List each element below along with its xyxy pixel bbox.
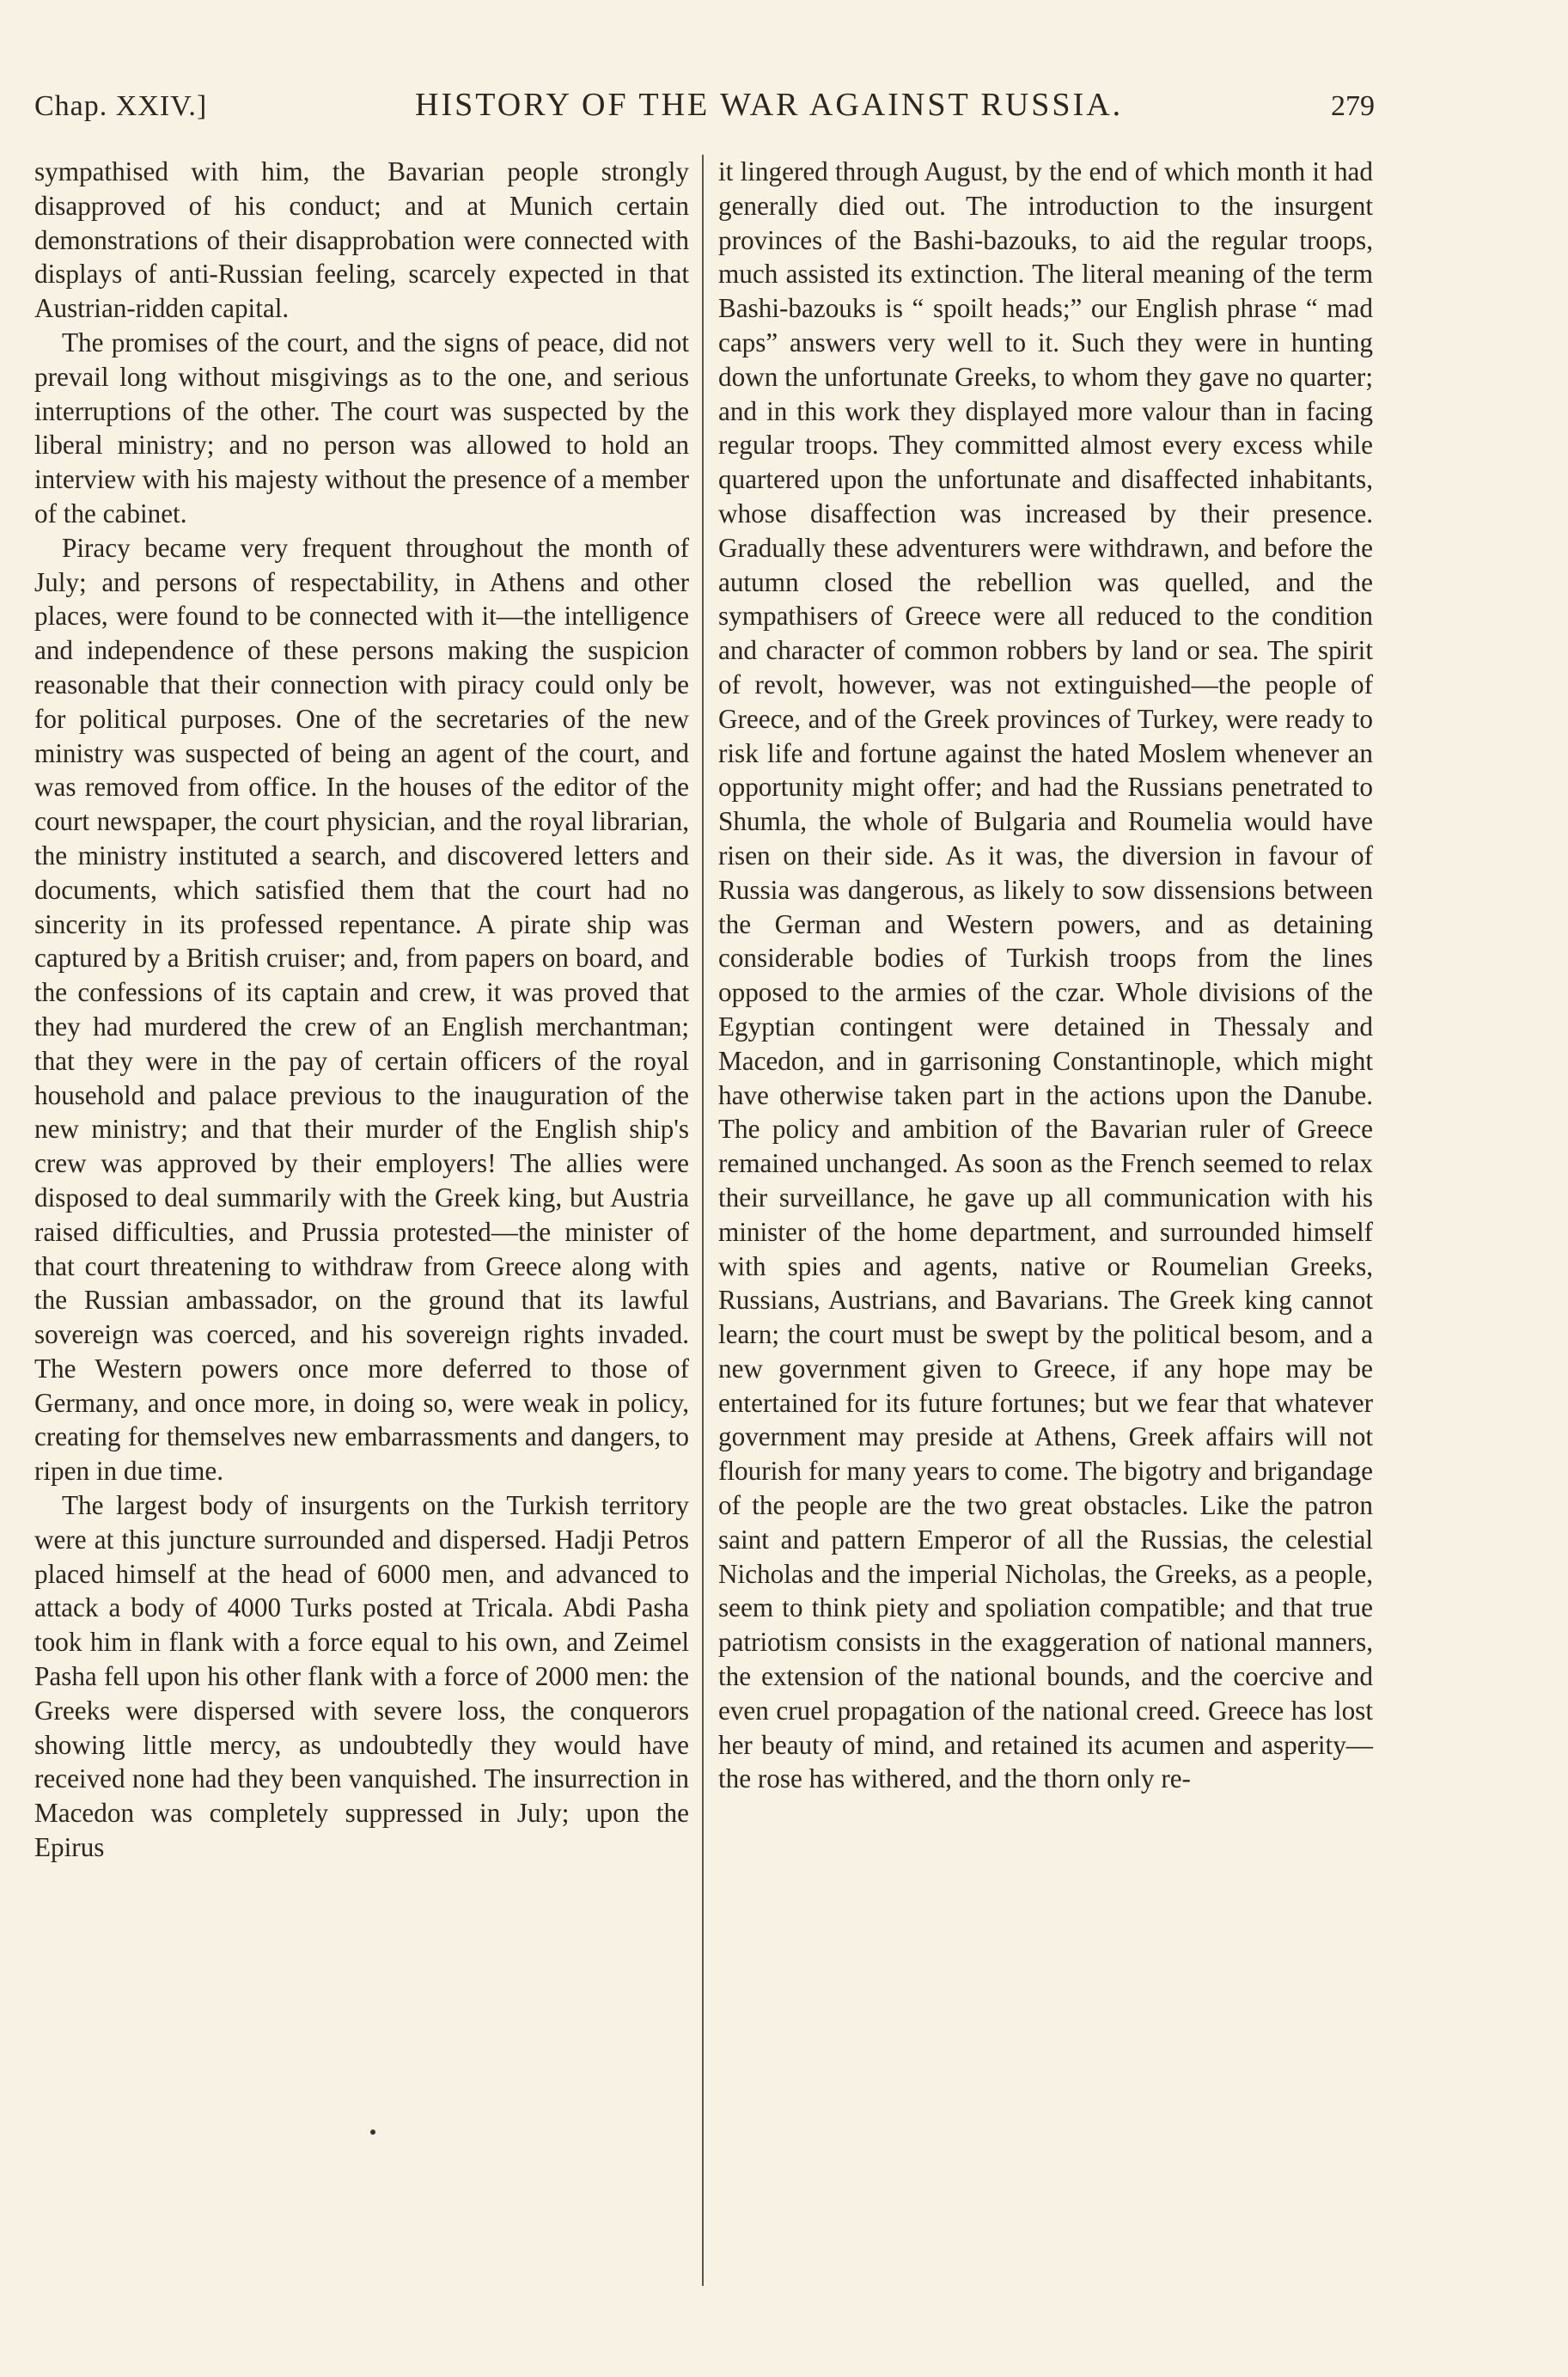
paragraph: The largest body of insurgents on the Turkish territory were at this juncture surrounded and dispersed. Hadji Petros placed himself at the head of 6000 men, and advanced to attack a body of 4000 Turks posted at Tricala. Abdi Pasha took him in flank with a force equal to his own, and Zeimel Pasha fell upon his other flank with a force of 2000 men: the Greeks were dispersed with severe loss, the conquerors showing little mercy, as undoubtedly they would have received none had they been vanquished. The insurrection in Macedon was completely suppressed in July; upon the Epirus — [34, 1490, 689, 1863]
left-column — [34, 155, 689, 2346]
column-divider — [702, 155, 704, 2286]
footer-mark — [370, 2130, 375, 2135]
running-header — [34, 86, 1375, 134]
paragraph: The promises of the court, and the signs of peace, did not prevail long without misgivings as to the one, and serious interruptions of the other. The court was suspected by the liberal ministry; and no person was allowed to hold an interview with his majesty without the presence of a member of the cabinet. — [34, 327, 689, 529]
page-title: HISTORY OF THE WAR AGAINST RUSSIA. — [415, 87, 1124, 123]
paragraph: sympathised with him, the Bavarian people strongly disapproved of his conduct; and at Munich certain demonstrations of their disapprobation were connected with displays of anti-Russian feeling, scarcely expected in that Austrian-ridden capital. — [34, 156, 689, 324]
page-number: 279 — [1331, 90, 1375, 122]
chapter-label: Chap. XXIV.] — [34, 90, 208, 122]
paragraph: Piracy became very frequent throughout the month of July; and persons of respectability, in Athens and other places, were found to be connected with it—the intelligence and independence of these persons making the suspicion reasonable that their connection with piracy could only be for political purposes. One of the secretaries of the new ministry was suspected of being an agent of the court, and was removed from office. In the houses of the editor of the court newspaper, the court physician, and the royal librarian, the ministry instituted a search, and discovered letters and documents, which satisfied them that the court had no sincerity in its professed repentance. A pirate ship was captured by a British cruiser; and, from papers on board, and the confessions of its captain and crew, it was proved that they had murdered the crew of an English merchantman; that they were in the pay of certain officers of the royal household and palace previous to the inauguration of the new ministry; and that their murder of the English ship's crew was approved by their employers! The allies were disposed to deal summarily with the Greek king, but Austria raised difficulties, and Prussia protested—the minister of that court threatening to withdraw from Greece along with the Russian ambassador, on the ground that its lawful sovereign was coerced, and his sovereign rights invaded. The Western powers once more deferred to those of Germany, and once more, in doing so, were weak in policy, creating for themselves new embarrassments and dangers, to ripen in due time. — [34, 532, 689, 1487]
paragraph: it lingered through August, by the end of which month it had generally died out. The introduction to the insurgent provinces of the Bashi-bazouks, to aid the regular troops, much assisted its extinction. The literal meaning of the term Bashi-bazouks is “ spoilt heads;” our English phrase “ mad caps” answers very well to it. Such they were in hunting down the unfortunate Greeks, to whom they gave no quarter; and in this work they displayed more valour than in facing regular troops. They committed almost every excess while quartered upon the unfortunate and disaffected inhabitants, whose disaffection was increased by their presence. Gradually these adventurers were withdrawn, and before the autumn closed the rebellion was quelled, and the sympathisers of Greece were all reduced to the condition and character of common robbers by land or sea. The spirit of revolt, however, was not extinguished—the people of Greece, and of the Greek provinces of Turkey, were ready to risk life and fortune against the hated Moslem whenever an opportunity might offer; and had the Russians penetrated to Shumla, the whole of Bulgaria and Roumelia would have risen on their side. As it was, the diversion in favour of Russia was dangerous, as likely to sow dissensions between the German and Western powers, and as detaining considerable bodies of Turkish troops from the lines opposed to the armies of the czar. Whole divisions of the Egyptian contingent were detained in Thessaly and Macedon, and in garrisoning Constantinople, which might have otherwise taken part in the actions upon the Danube. The policy and ambition of the Bavarian ruler of Greece remained unchanged. As soon as the French seemed to relax their surveillance, he gave up all communication with his minister of the home department, and surrounded himself with spies and agents, native or Roumelian Greeks, Russians, Austrians, and Bavarians. The Greek king cannot learn; the court must be swept by the political besom, and a new government given to Greece, if any hope may be entertained for its future fortunes; but we fear that whatever government may preside at Athens, Greek affairs will not flourish for many years to come. The bigotry and brigandage of the people are the two great obstacles. Like the patron saint and pattern Emperor of all the Russias, the celestial Nicholas and the imperial Nicholas, the Greeks, as a people, seem to think piety and spoliation compatible; and that true patriotism consists in the exaggeration of national manners, the extension of the national bounds, and the coercive and even cruel propagation of the national creed. Greece has lost her beauty of mind, and retained its acumen and asperity—the rose has withered, and the thorn only re- — [718, 156, 1373, 1794]
right-column — [718, 155, 1373, 2346]
